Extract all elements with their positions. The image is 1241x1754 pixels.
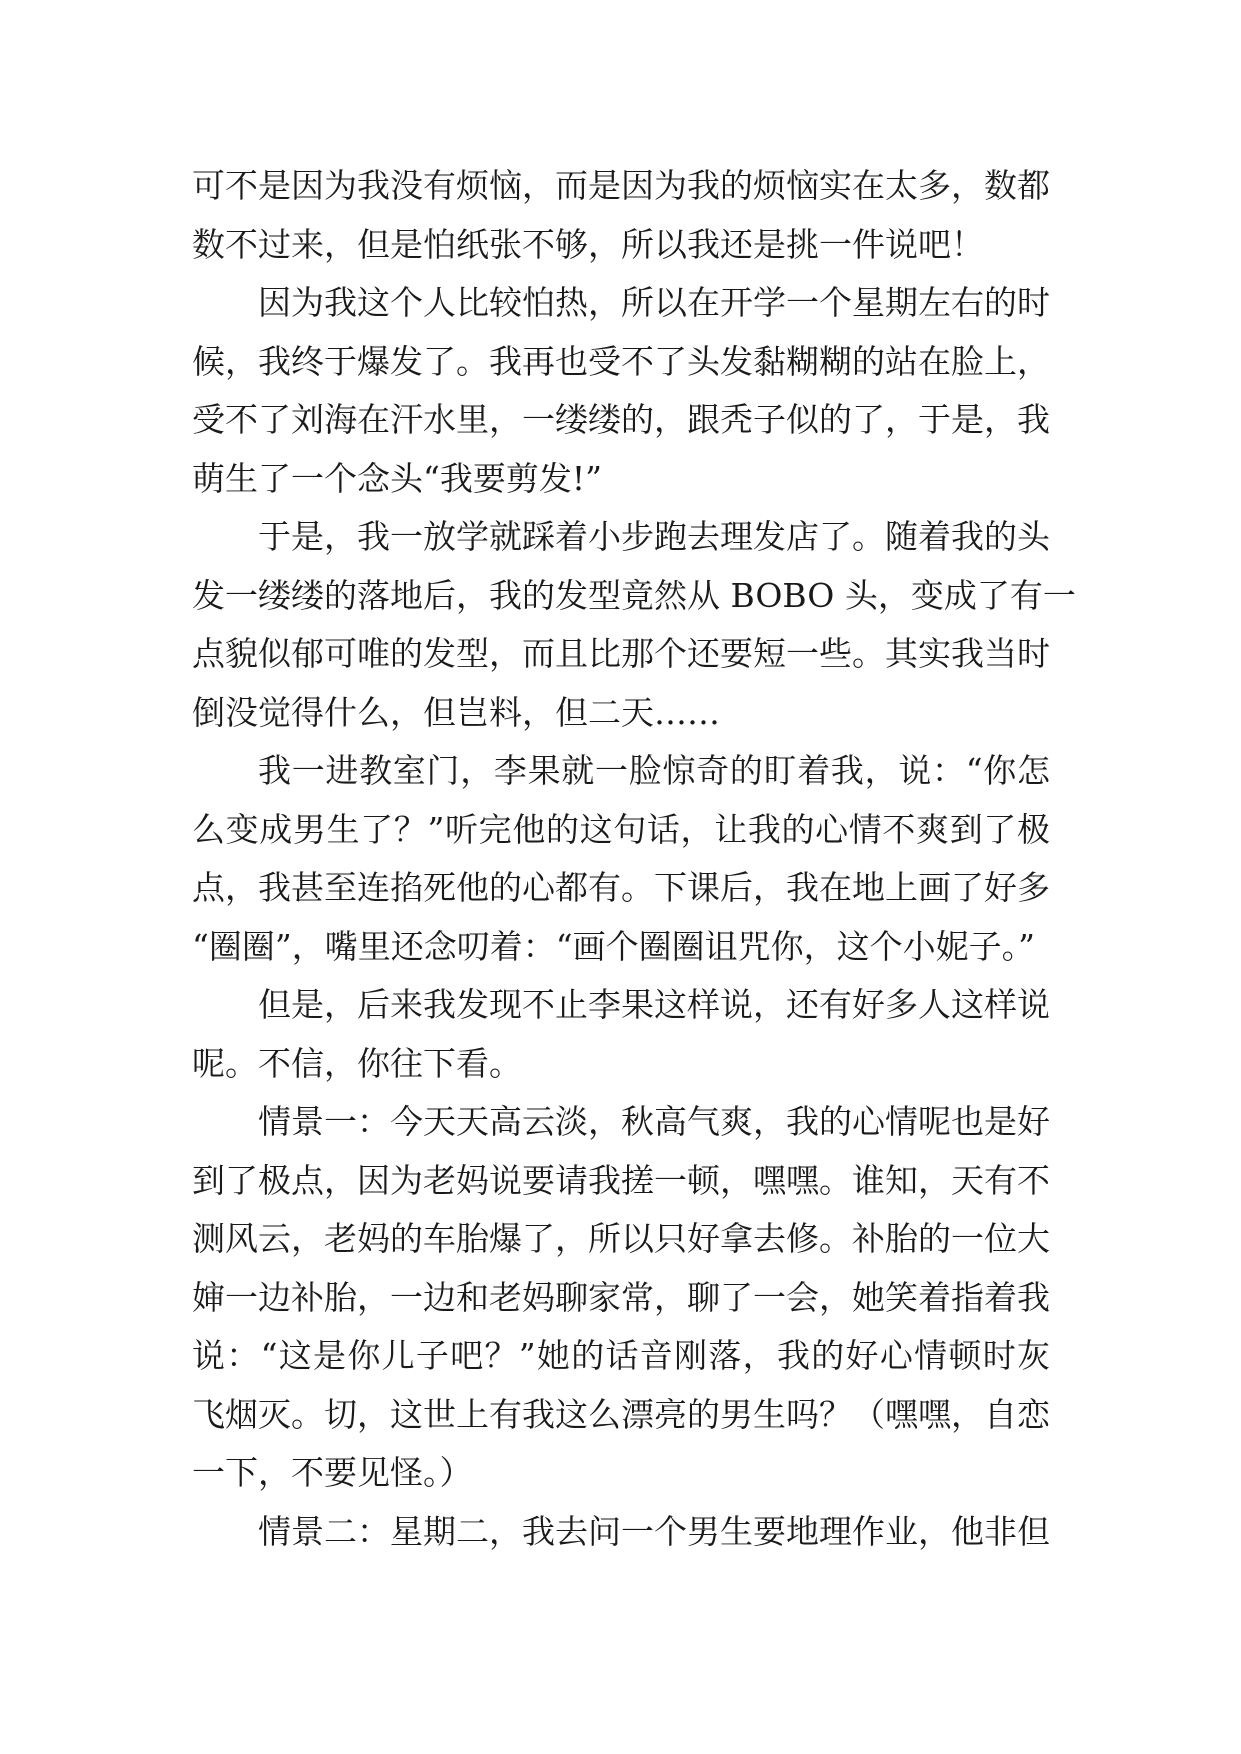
text-line: 我一进教室门，李果就一脸惊奇的盯着我，说：“你怎 <box>258 751 1050 790</box>
text-line: 情景一：今天天高云淡，秋高气爽，我的心情呢也是好 <box>258 1102 1050 1141</box>
text-line: 到了极点，因为老妈说要请我搓一顿，嘿嘿。谁知，天有不 <box>192 1160 1050 1200</box>
text-line: 数不过来，但是怕纸张不够，所以我还是挑一件说吧！ <box>192 224 984 264</box>
text-line: 候，我终于爆发了。我再也受不了头发黏糊糊的站在脸上， <box>192 341 1050 381</box>
text-line: 萌生了一个念头“我要剪发!” <box>192 458 603 498</box>
text-line: 因为我这个人比较怕热，所以在开学一个星期左右的时 <box>258 283 1050 322</box>
text-line: 点，我甚至连掐死他的心都有。下课后，我在地上画了好多 <box>192 868 1050 907</box>
text-line: 发一缕缕的落地后，我的发型竟然从 BOBO 头，变成了有一 <box>192 575 1076 615</box>
text-line: 倒没觉得什么，但岂料，但二天…… <box>192 692 720 732</box>
text-line: 说：“这是你儿子吧？”她的话音刚落，我的好心情顿时灰 <box>192 1336 1050 1375</box>
text-line: 受不了刘海在汗水里，一缕缕的，跟秃子似的了，于是，我 <box>192 400 1050 439</box>
text-line: 飞烟灭。切，这世上有我这么漂亮的男生吗？（嘿嘿，自恋 <box>192 1394 1050 1434</box>
text-line: 点貌似郁可唯的发型，而且比那个还要短一些。其实我当时 <box>192 634 1050 673</box>
text-line: 婶一边补胎，一边和老妈聊家常，聊了一会，她笑着指着我 <box>192 1277 1050 1317</box>
text-line: 情景二：星期二，我去问一个男生要地理作业，他非但 <box>258 1511 1050 1551</box>
text-line: 于是，我一放学就踩着小步跑去理发店了。随着我的头 <box>258 517 1050 556</box>
text-line: “圈圈”，嘴里还念叨着：“画个圈圈诅咒你，这个小妮子。” <box>192 926 1035 966</box>
text-line: 一下，不要见怪。） <box>192 1453 473 1492</box>
text-line: 呢。不信，你往下看。 <box>192 1043 522 1083</box>
text-line: 但是，后来我发现不止李果这样说，还有好多人这样说 <box>258 985 1050 1024</box>
document-body <box>192 157 1076 1561</box>
text-line: 么变成男生了？”听完他的这句话，让我的心情不爽到了极 <box>192 809 1050 849</box>
text-line: 测风云，老妈的车胎爆了，所以只好拿去修。补胎的一位大 <box>192 1219 1050 1258</box>
text-line: 可不是因为我没有烦恼，而是因为我的烦恼实在太多，数都 <box>192 166 1050 205</box>
